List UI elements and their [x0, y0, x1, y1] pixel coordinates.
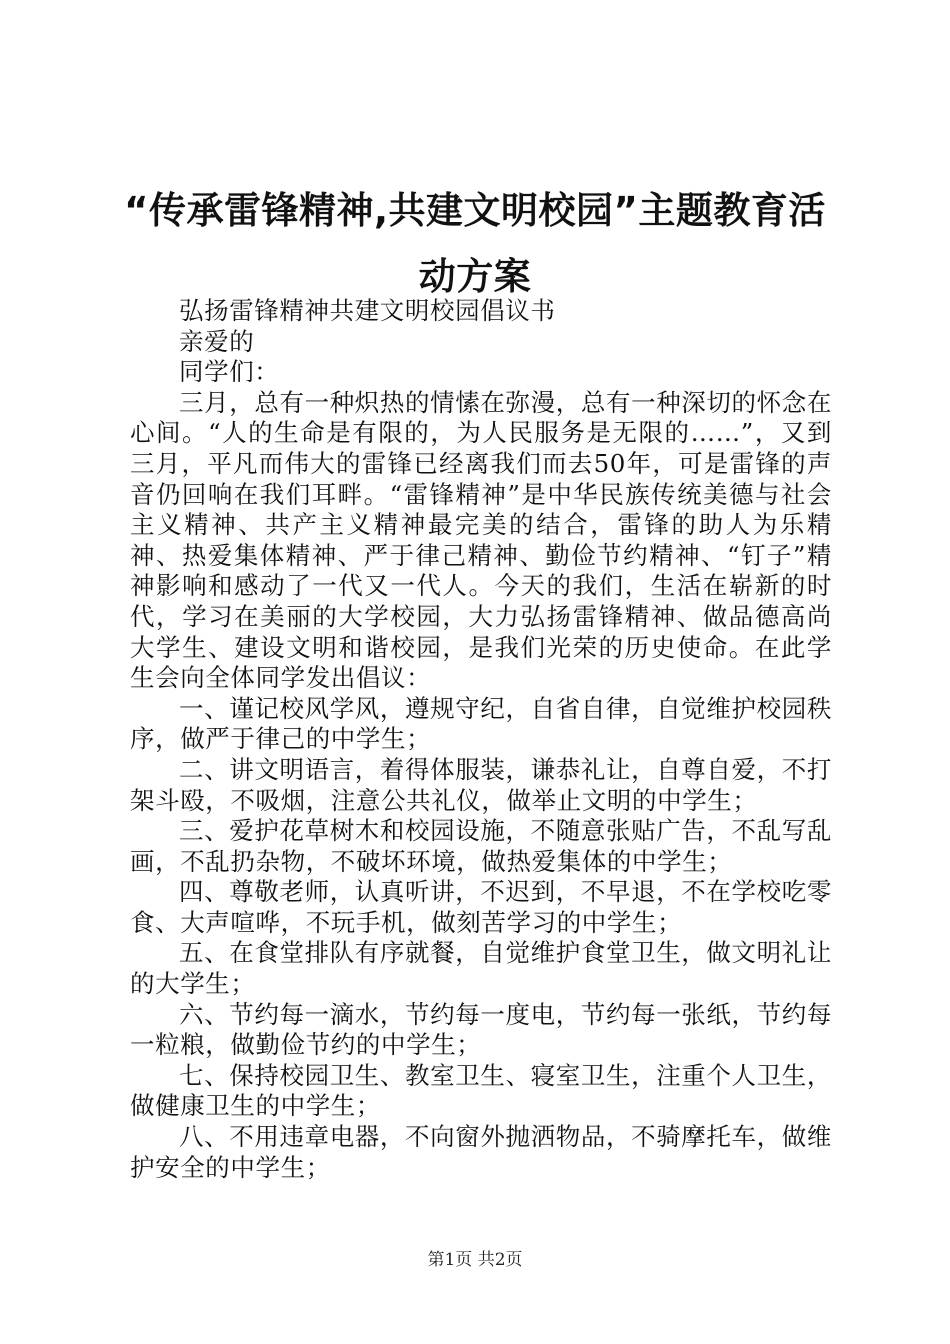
paragraph-proposal-heading: 弘扬雷锋精神共建文明校园倡议书: [179, 296, 556, 325]
paragraph-intro: 三月，总有一种炽热的情愫在弥漫，总有一种深切的怀念在心间。“人的生命是有限的，为人民服务是无限的……”，又到三月，平凡而伟大的雷锋已经离我们而去50年，可是雷锋的声音仍回响在我们耳畔。“雷锋精神”是中华民族传统美德与社会主义精神、共产主义精神最完美的结合，雷锋的助人为乐精神、热爱集体精神、严于律己精神、勤俭节约精神、“钉子”精神影响和感动了一代又一代人。今天的我们，生活在崭新的时代，学习在美丽的大学校园，大力弘扬雷锋精神、做品德高尚大学生、建设文明和谐校园，是我们光荣的历史使命。在此学生会向全体同学发出倡议：: [130, 387, 832, 693]
paragraph-item-5: 五、在食堂排队有序就餐，自觉维护食堂卫生，做文明礼让的大学生；: [130, 938, 832, 999]
paragraph-item-6: 六、节约每一滴水，节约每一度电，节约每一张纸，节约每一粒粮，做勤俭节约的中学生；: [130, 999, 832, 1060]
page-footer: [0, 1245, 950, 1270]
document-body: [130, 296, 832, 1183]
page-number: 第1页 共2页: [427, 1250, 523, 1270]
paragraph-item-3: 三、爱护花草树木和校园设施，不随意张贴广告，不乱写乱画，不乱扔杂物，不破坏环境，做热爱集体的中学生；: [130, 816, 832, 876]
paragraph-item-7: 七、保持校园卫生、教室卫生、寝室卫生，注重个人卫生，做健康卫生的中学生；: [130, 1060, 832, 1121]
paragraph-item-2: 二、讲文明语言，着得体服装，谦恭礼让，自尊自爱，不打架斗殴，不吸烟，注意公共礼仪，做举止文明的中学生；: [130, 754, 832, 815]
title-line-2: 动方案: [418, 255, 532, 298]
paragraph-item-4: 四、尊敬老师，认真听讲，不迟到，不早退，不在学校吃零食、大声喧哗，不玩手机，做刻苦学习的中学生；: [130, 877, 832, 937]
paragraph-item-8: 八、不用违章电器，不向窗外抛洒物品，不骑摩托车，做维护安全的中学生；: [130, 1122, 832, 1182]
title-line-1: “传承雷锋精神,共建文明校园”主题教育活: [124, 189, 826, 232]
paragraph-item-1: 一、谨记校风学风，遵规守纪，自省自律，自觉维护校园秩序，做严于律己的中学生；: [130, 693, 832, 754]
paragraph-salutation: 亲爱的: [179, 326, 255, 356]
document-title: [110, 178, 840, 310]
paragraph-salutation-2: 同学们：: [179, 357, 280, 387]
